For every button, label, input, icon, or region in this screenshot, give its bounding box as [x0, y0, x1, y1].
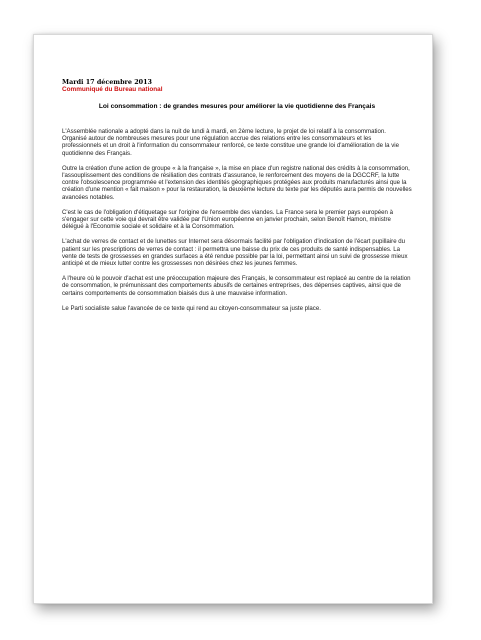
document-title: Loi consommation : de grandes mesures pour améliorer la vie quotidienne des Français: [98, 103, 376, 110]
paragraph: C'est le cas de l'obligation d'étiquetage sur l'origine de l'ensemble des viandes. La France sera le premier pays européen à s'engager sur cette voie qui devrait être validée par l'Union européenne en janvier prochain, selon Benoît Hamon, ministre délégué à l'Economie sociale et solidaire et à la Consommation.: [62, 208, 394, 231]
document-body: [62, 128, 412, 312]
paragraph: L'achat de verres de contact et de lunettes sur Internet sera désormais facilité par l'obligation d'indication de l'écart pupillaire du patient sur les prescriptions de verres de contact : il permettra une baisse du prix de ces produits de santé indispensables. La vente de tests de grossesses en grandes surfaces a été rendue possible par la loi, permettant ainsi un suivi de grossesse mieux anticipé et de mieux lutter contre les grossesses non désirées chez les jeunes femmes.: [62, 238, 408, 268]
paragraph: L'Assemblée nationale a adopté dans la nuit de lundi à mardi, en 2ème lecture, le projet de loi relatif à la consommation. Organisé autour de nombreuses mesures pour une régulation accrue des relations entre les consommateurs et les professionnels et un droit à l'information du consommateur renforcé, ce texte constitue une grande loi d'amélioration de la vie quotidienne des Français.: [62, 128, 399, 157]
page-content: [62, 78, 412, 320]
paragraph: Outre la création d'une action de groupe « à la française », la mise en place d'un registre national des crédits à la consommation, l'assouplissement des conditions de résiliation des contrats d'assurance, le renforcement des moyens de la DGCCRF, la lutte contre l'obsolescence programmée et l'extension des identités géographiques protégées aux produits manufacturés ainsi que la création d'une mention « fait maison » pour la restauration, la deuxième lecture du texte par les députés aura permis de nouvelles avancées notables.: [62, 164, 412, 201]
document-date: Mardi 17 décembre 2013: [62, 78, 152, 86]
paragraph: Le Parti socialiste salue l'avancée de ce texte qui rend au citoyen-consommateur sa juste place.: [62, 304, 321, 312]
paragraph: A l'heure où le pouvoir d'achat est une préoccupation majeure des Français, le consommateur est replacé au centre de la relation de consommation, le prémunissant des comportements abusifs de certaines entreprises, des dépenses captives, ainsi que de certains comportements de consommation biaisés dus à une mauvaise information.: [62, 275, 411, 297]
document-page: [33, 34, 433, 604]
document-office: Communiqué du Bureau national: [62, 86, 163, 93]
